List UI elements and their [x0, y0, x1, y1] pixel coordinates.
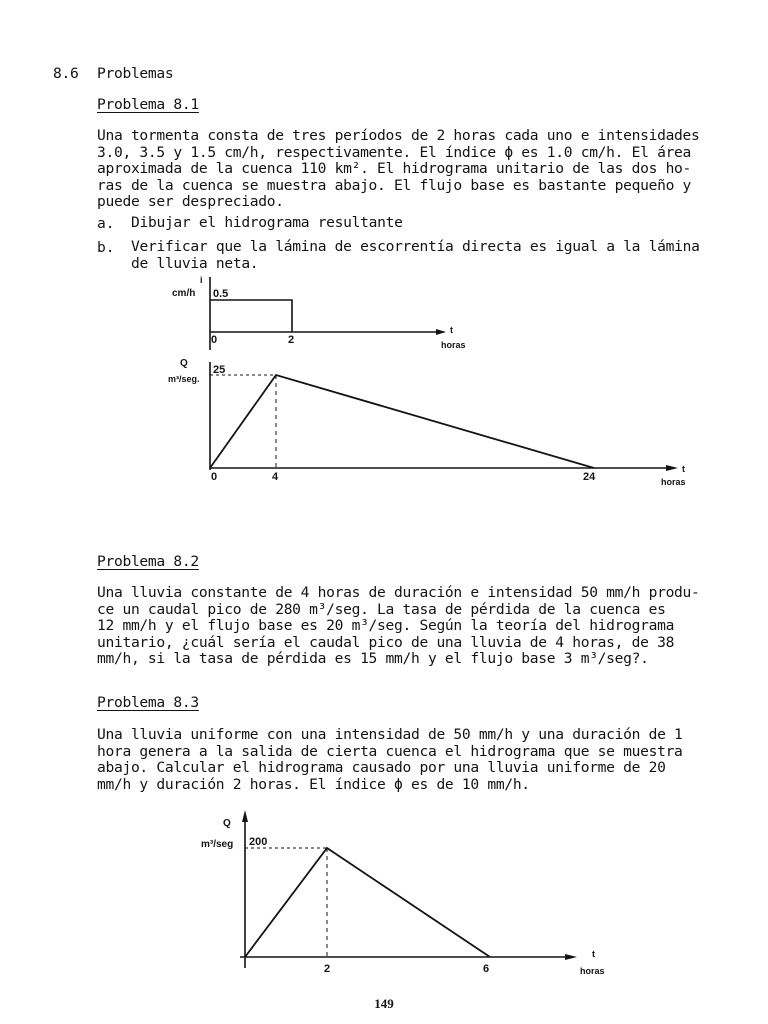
text-line: Una lluvia constante de 4 horas de duración e intensidad 50 mm/h produ- [97, 584, 700, 601]
problem-8-3-heading: Problema 8.3 [97, 694, 199, 711]
fig2-tick-2: 2 [324, 963, 331, 975]
text-line: puede ser despreciado. [97, 193, 284, 210]
problem-8-1-heading: Problema 8.1 [97, 96, 199, 113]
text-line: hora genera a la salida de cierta cuenca el hidrograma que se muestra [97, 742, 683, 760]
text-line: Una lluvia uniforme con una intensidad de 50 mm/h y una duración de 1 [97, 726, 683, 743]
arrow-right-icon [565, 954, 577, 960]
text-line: 3.0, 3.5 y 1.5 cm/h, respectivamente. El índice ϕ es 1.0 cm/h. El área [97, 143, 692, 161]
fig2-x-var: t [592, 949, 595, 959]
hyeto-tick-2: 2 [288, 334, 295, 346]
item-b-mark: b. [97, 239, 115, 256]
text-line: 12 mm/h y el flujo base es 20 m³/seg. Según la teoría del hidrograma [97, 617, 675, 634]
hyeto-tick-0: 0 [211, 334, 218, 346]
hydro-y-var: Q [180, 358, 188, 369]
section-title: Problemas [97, 65, 174, 82]
text-line: ce un caudal pico de 280 m³/seg. La tasa de pérdida de la cuenca es [97, 600, 666, 618]
text-line: mm/h, si la tasa de pérdida es 15 mm/h y el flujo base 3 m³/seg?. [97, 650, 649, 667]
hydro-tick-0: 0 [211, 471, 218, 483]
text-line: Una tormenta consta de tres períodos de 2 horas cada uno e intensidades [97, 127, 700, 144]
hyeto-y-unit: cm/h [172, 288, 196, 299]
text-line: de lluvia neta. [131, 254, 259, 272]
fig2-x-unit: horas [580, 966, 605, 976]
problem-8-2-heading: Problema 8.2 [97, 553, 199, 570]
text-line: aproximada de la cuenca 110 km². El hidrograma unitario de las dos ho- [97, 160, 692, 177]
text-line: abajo. Calcular el hidrograma causado por una lluvia uniforme de 20 [97, 759, 666, 776]
hydro-x-unit: horas [661, 477, 686, 487]
hyeto-x-var: t [450, 325, 453, 335]
hyeto-level-label: 0.5 [213, 288, 229, 300]
text-line: unitario, ¿cuál sería el caudal pico de una lluvia de 4 horas, de 38 [97, 633, 675, 651]
arrow-up-icon [242, 810, 248, 822]
fig2-hydrograph-line [245, 848, 490, 957]
fig2-peak-label: 200 [249, 836, 268, 848]
hydro-peak-label: 25 [213, 364, 226, 376]
hyeto-y-var: i [200, 275, 203, 285]
fig2-y-var: Q [223, 818, 231, 829]
item-a-mark: a. [97, 215, 115, 232]
fig2-y-unit: m³/seg [201, 839, 234, 850]
page-number: 149 [374, 996, 394, 1011]
hydro-x-var: t [682, 464, 685, 474]
text-line: Dibujar el hidrograma resultante [131, 214, 403, 231]
text-line: mm/h y duración 2 horas. El índice ϕ es de 10 mm/h. [97, 775, 530, 793]
section-number: 8.6 [53, 65, 79, 82]
fig2-tick-6: 6 [483, 963, 490, 975]
text-line: ras de la cuenca se muestra abajo. El flujo base es bastante pequeño y [97, 176, 692, 194]
hyeto-x-unit: horas [441, 340, 466, 350]
hydro-tick-4: 4 [272, 471, 279, 483]
hydro-tick-24: 24 [583, 471, 596, 483]
hydro-y-unit: m³/seg. [168, 374, 200, 384]
text-line: Verificar que la lámina de escorrentía directa es igual a la lámina [131, 238, 700, 255]
